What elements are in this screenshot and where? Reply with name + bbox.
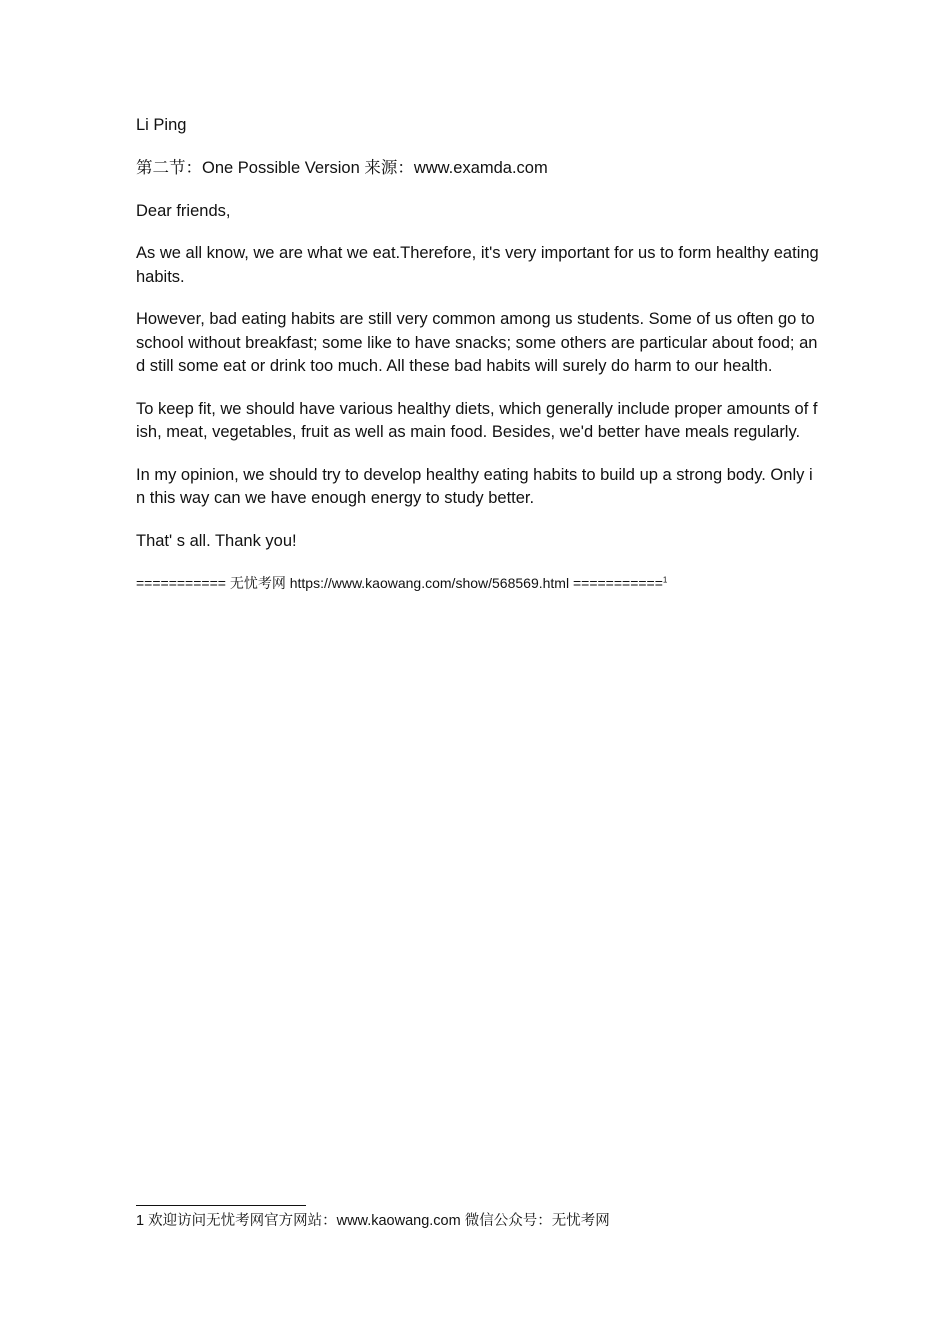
paragraph-bad-habits: However, bad eating habits are still very common among us students. Some of us often go to school without breakfast; some like to have snacks; some others are particular about food; and still some eat or drink too much. All these bad habits will surely do harm to our health. <box>136 310 818 376</box>
closing-line: That' s all. Thank you! <box>136 532 297 551</box>
footnote-reference: 1 <box>662 575 668 585</box>
source-line <box>136 573 820 593</box>
footnote-text: 1 欢迎访问无忧考网官方网站：www.kaowang.com 微信公众号：无忧考网 <box>136 1213 610 1229</box>
section-heading: 第二节：One Possible Version 来源：www.examda.com <box>136 158 548 177</box>
paragraph-opinion: In my opinion, we should try to develop healthy eating habits to build up a strong body. Only in this way can we have enough energy to study better. <box>136 465 813 508</box>
paragraph-healthy-diet: To keep fit, we should have various healthy diets, which generally include proper amounts of fish, meat, vegetables, fruit as well as main food. Besides, we'd better have meals regularly. <box>136 399 818 442</box>
source-text: =========== 无忧考网 https://www.kaowang.com/show/568569.html =========== <box>136 574 663 591</box>
greeting: Dear friends, <box>136 201 231 220</box>
paragraph-intro: As we all know, we are what we eat.Therefore, it's very important for us to form healthy eating habits. <box>136 244 819 286</box>
document-body <box>136 114 820 612</box>
footnote-separator <box>136 1205 306 1206</box>
author-name: Li Ping <box>136 116 187 134</box>
